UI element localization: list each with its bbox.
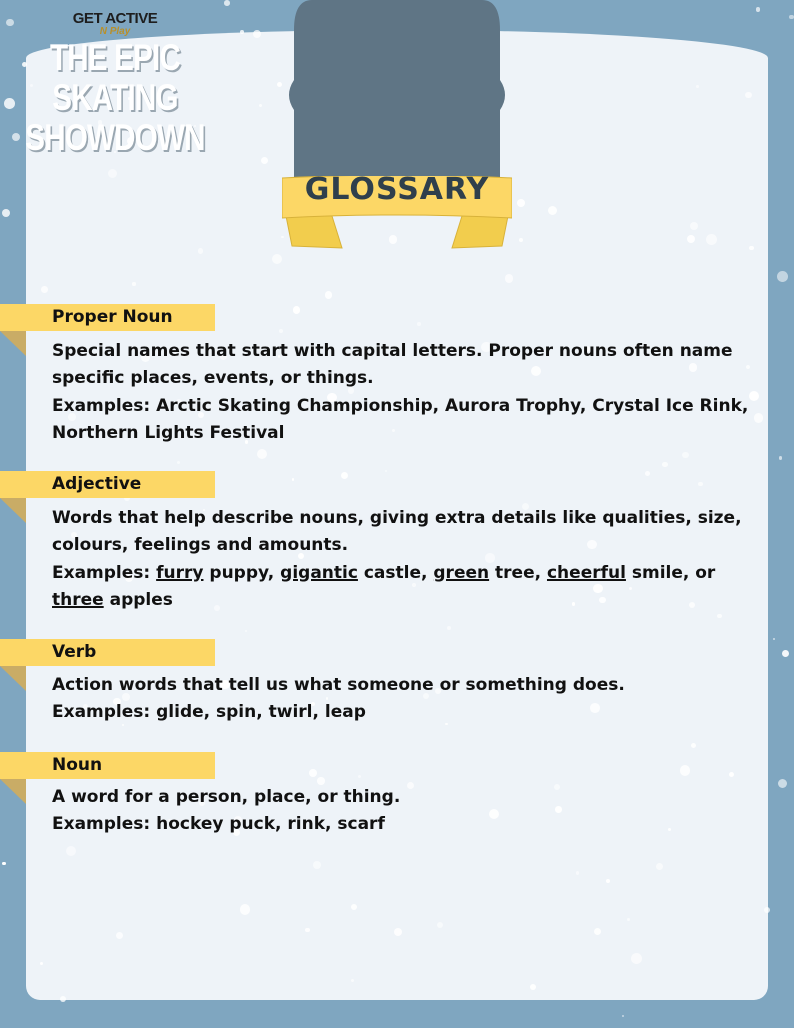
snowflake-dot xyxy=(4,98,15,109)
snowflake-dot xyxy=(309,769,317,777)
term-adjective: Adjective xyxy=(52,474,142,494)
snowflake-dot xyxy=(754,413,764,423)
snowflake-dot xyxy=(717,614,722,619)
snowflake-dot xyxy=(2,209,10,217)
snowflake-dot xyxy=(108,169,117,178)
glossary-heading: GLOSSARY xyxy=(304,172,490,207)
snowflake-dot xyxy=(696,85,699,88)
page-title: THE EPIC SKATING SHOWDOWN xyxy=(25,37,205,158)
snowflake-dot xyxy=(778,779,787,788)
snowflake-dot xyxy=(277,82,282,87)
snowflake-dot xyxy=(2,862,6,866)
snowflake-dot xyxy=(706,234,717,245)
snowflake-dot xyxy=(351,979,354,982)
snowflake-dot xyxy=(240,30,244,34)
snowflake-dot xyxy=(548,206,557,215)
snowflake-dot xyxy=(698,482,702,486)
tab-fold xyxy=(0,331,26,356)
term-noun: Noun xyxy=(52,755,103,775)
snowflake-dot xyxy=(773,638,775,640)
snowflake-dot xyxy=(627,918,630,921)
term-verb: Verb xyxy=(52,642,97,662)
snowflake-dot xyxy=(41,286,47,292)
term-tab xyxy=(0,639,215,666)
snowflake-dot xyxy=(279,329,283,333)
snowflake-dot xyxy=(132,282,135,285)
snowflake-dot xyxy=(680,765,690,775)
brand-logo: GET ACTIVE xyxy=(72,10,158,27)
snowflake-dot xyxy=(198,248,203,253)
tab-fold xyxy=(0,779,26,804)
snowflake-dot xyxy=(272,254,282,264)
definition-proper-noun: Special names that start with capital letters. Proper nouns often name specific places, events, or things. Examples: Arctic Skating Championship, Aurora Trophy, Crystal Ice Rink, Northern Lights Festival xyxy=(52,341,749,443)
snowflake-dot xyxy=(756,7,760,11)
snowflake-dot xyxy=(530,984,536,990)
term-tab xyxy=(0,752,215,779)
snowflake-dot xyxy=(779,456,783,460)
snowflake-dot xyxy=(325,291,332,298)
snowflake-dot xyxy=(12,133,20,141)
snowflake-dot xyxy=(777,271,788,282)
snowflake-dot xyxy=(240,904,251,915)
definition-noun: A word for a person, place, or thing. Examples: hockey puck, rink, scarf xyxy=(52,787,401,835)
snowflake-dot xyxy=(789,15,794,20)
snowflake-dot xyxy=(517,199,525,207)
tab-fold xyxy=(0,666,26,691)
snowflake-dot xyxy=(576,871,579,874)
definition-adjective: Words that help describe nouns, giving extra details like qualities, size, colours, feelings and amounts. Examples: furry puppy, gigantic castle, green tree, cheerful smile, or three apples xyxy=(52,508,742,610)
brand-subtitle: N Play xyxy=(99,26,131,37)
snowflake-dot xyxy=(745,92,752,99)
snowflake-dot xyxy=(682,452,688,458)
snowflake-dot xyxy=(313,861,321,869)
snowflake-dot xyxy=(417,322,421,326)
snowflake-dot xyxy=(60,996,66,1002)
definition-verb: Action words that tell us what someone or something does. Examples: glide, spin, twirl, leap xyxy=(52,675,625,723)
snowflake-dot xyxy=(385,470,387,472)
snowflake-dot xyxy=(224,0,230,6)
snowflake-dot xyxy=(631,953,642,964)
tab-fold xyxy=(0,498,26,523)
snowflake-dot xyxy=(292,478,294,480)
snowflake-dot xyxy=(293,306,301,314)
term-proper-noun: Proper Noun xyxy=(52,307,173,327)
snowflake-dot xyxy=(764,907,770,913)
snowflake-dot xyxy=(782,650,789,657)
title-badge xyxy=(282,0,512,185)
snowflake-dot xyxy=(447,626,451,630)
snowflake-dot xyxy=(749,246,753,250)
snowflake-dot xyxy=(622,1015,624,1017)
